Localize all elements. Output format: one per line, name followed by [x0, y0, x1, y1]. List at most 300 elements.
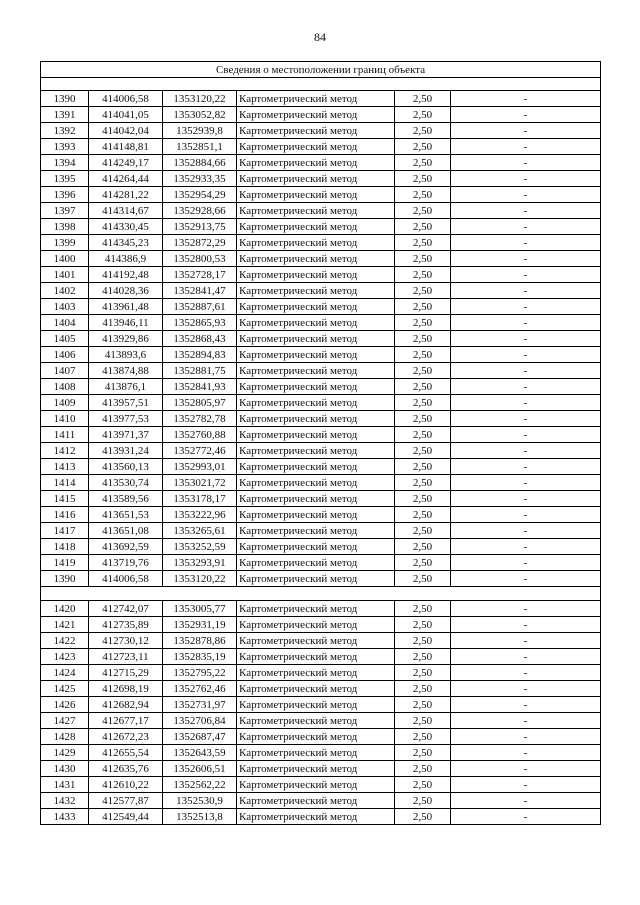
- accuracy: 2,50: [395, 713, 451, 729]
- point-description: -: [451, 649, 601, 665]
- coordinate-y: 1352513,8: [163, 809, 237, 825]
- point-description: -: [451, 713, 601, 729]
- point-description: -: [451, 315, 601, 331]
- point-number: 1390: [41, 91, 89, 107]
- table-row: [41, 809, 601, 825]
- table-row: [41, 235, 601, 251]
- point-description: -: [451, 123, 601, 139]
- method: Картометрический метод: [237, 347, 395, 363]
- method: Картометрический метод: [237, 235, 395, 251]
- method: Картометрический метод: [237, 539, 395, 555]
- table-row: [41, 777, 601, 793]
- spacer-row: [41, 78, 601, 91]
- coordinate-x: 412682,94: [89, 697, 163, 713]
- point-description: -: [451, 555, 601, 571]
- point-description: -: [451, 427, 601, 443]
- point-number: 1400: [41, 251, 89, 267]
- point-description: -: [451, 777, 601, 793]
- coordinate-x: 414249,17: [89, 155, 163, 171]
- table-row: [41, 523, 601, 539]
- accuracy: 2,50: [395, 745, 451, 761]
- method: Картометрический метод: [237, 697, 395, 713]
- coordinate-x: 412672,23: [89, 729, 163, 745]
- point-number: 1390: [41, 571, 89, 587]
- table-row: [41, 315, 601, 331]
- method: Картометрический метод: [237, 315, 395, 331]
- point-number: 1393: [41, 139, 89, 155]
- table-row: [41, 665, 601, 681]
- coordinate-y: 1352868,43: [163, 331, 237, 347]
- table-row: [41, 539, 601, 555]
- point-description: -: [451, 267, 601, 283]
- table-row: [41, 427, 601, 443]
- point-description: -: [451, 539, 601, 555]
- accuracy: 2,50: [395, 315, 451, 331]
- table-row: [41, 745, 601, 761]
- coordinate-x: 412742,07: [89, 601, 163, 617]
- method: Картометрический метод: [237, 187, 395, 203]
- coordinate-y: 1352562,22: [163, 777, 237, 793]
- coordinate-y: 1352872,29: [163, 235, 237, 251]
- accuracy: 2,50: [395, 539, 451, 555]
- accuracy: 2,50: [395, 617, 451, 633]
- point-number: 1424: [41, 665, 89, 681]
- point-number: 1405: [41, 331, 89, 347]
- point-description: -: [451, 793, 601, 809]
- table-row: [41, 793, 601, 809]
- point-description: -: [451, 665, 601, 681]
- table-row: [41, 155, 601, 171]
- accuracy: 2,50: [395, 571, 451, 587]
- coordinate-x: 413961,48: [89, 299, 163, 315]
- accuracy: 2,50: [395, 139, 451, 155]
- table-row: [41, 681, 601, 697]
- point-number: 1397: [41, 203, 89, 219]
- table-row: [41, 697, 601, 713]
- accuracy: 2,50: [395, 475, 451, 491]
- table-row: [41, 267, 601, 283]
- coordinate-y: 1352884,66: [163, 155, 237, 171]
- accuracy: 2,50: [395, 379, 451, 395]
- coordinate-y: 1352894,83: [163, 347, 237, 363]
- coordinate-y: 1352865,93: [163, 315, 237, 331]
- accuracy: 2,50: [395, 633, 451, 649]
- accuracy: 2,50: [395, 443, 451, 459]
- coordinate-y: 1352706,84: [163, 713, 237, 729]
- method: Картометрический метод: [237, 507, 395, 523]
- point-number: 1408: [41, 379, 89, 395]
- method: Картометрический метод: [237, 91, 395, 107]
- table-row: [41, 139, 601, 155]
- accuracy: 2,50: [395, 283, 451, 299]
- point-number: 1432: [41, 793, 89, 809]
- accuracy: 2,50: [395, 777, 451, 793]
- coordinate-y: 1352805,97: [163, 395, 237, 411]
- coordinate-x: 413931,24: [89, 443, 163, 459]
- point-description: -: [451, 617, 601, 633]
- coordinate-y: 1352760,88: [163, 427, 237, 443]
- table-row: [41, 649, 601, 665]
- accuracy: 2,50: [395, 171, 451, 187]
- coordinate-y: 1352933,35: [163, 171, 237, 187]
- point-number: 1404: [41, 315, 89, 331]
- method: Картометрический метод: [237, 665, 395, 681]
- point-number: 1394: [41, 155, 89, 171]
- coordinate-x: 414041,05: [89, 107, 163, 123]
- coordinate-y: 1352931,19: [163, 617, 237, 633]
- point-description: -: [451, 809, 601, 825]
- coordinate-y: 1352851,1: [163, 139, 237, 155]
- table-row: [41, 107, 601, 123]
- point-description: -: [451, 91, 601, 107]
- table-row: [41, 123, 601, 139]
- table-title: Сведения о местоположении границ объекта: [41, 62, 601, 78]
- method: Картометрический метод: [237, 379, 395, 395]
- point-description: -: [451, 299, 601, 315]
- accuracy: 2,50: [395, 459, 451, 475]
- coordinate-y: 1352913,75: [163, 219, 237, 235]
- method: Картометрический метод: [237, 809, 395, 825]
- coordinate-x: 414006,58: [89, 571, 163, 587]
- coordinate-x: 412715,29: [89, 665, 163, 681]
- accuracy: 2,50: [395, 793, 451, 809]
- coordinate-y: 1352841,93: [163, 379, 237, 395]
- method: Картометрический метод: [237, 219, 395, 235]
- coordinate-y: 1352687,47: [163, 729, 237, 745]
- method: Картометрический метод: [237, 745, 395, 761]
- point-description: -: [451, 203, 601, 219]
- point-description: -: [451, 571, 601, 587]
- method: Картометрический метод: [237, 171, 395, 187]
- point-description: -: [451, 187, 601, 203]
- coordinate-y: 1352782,78: [163, 411, 237, 427]
- point-number: 1430: [41, 761, 89, 777]
- point-number: 1433: [41, 809, 89, 825]
- point-number: 1403: [41, 299, 89, 315]
- point-description: -: [451, 507, 601, 523]
- point-number: 1418: [41, 539, 89, 555]
- method: Картометрический метод: [237, 617, 395, 633]
- coordinate-x: 413977,53: [89, 411, 163, 427]
- table-row: [41, 761, 601, 777]
- coordinate-x: 413589,56: [89, 491, 163, 507]
- coordinate-x: 412549,44: [89, 809, 163, 825]
- coordinate-y: 1352928,66: [163, 203, 237, 219]
- accuracy: 2,50: [395, 649, 451, 665]
- accuracy: 2,50: [395, 203, 451, 219]
- method: Картометрический метод: [237, 331, 395, 347]
- table-row: [41, 411, 601, 427]
- table-row: [41, 443, 601, 459]
- point-number: 1417: [41, 523, 89, 539]
- accuracy: 2,50: [395, 555, 451, 571]
- coordinate-y: 1352643,59: [163, 745, 237, 761]
- coordinate-x: 412723,11: [89, 649, 163, 665]
- point-description: -: [451, 235, 601, 251]
- point-number: 1413: [41, 459, 89, 475]
- coordinate-x: 414314,67: [89, 203, 163, 219]
- table-row: [41, 91, 601, 107]
- table-row: [41, 395, 601, 411]
- point-number: 1402: [41, 283, 89, 299]
- method: Картометрический метод: [237, 571, 395, 587]
- coordinate-x: 412677,17: [89, 713, 163, 729]
- point-description: -: [451, 363, 601, 379]
- point-number: 1398: [41, 219, 89, 235]
- accuracy: 2,50: [395, 91, 451, 107]
- coordinate-x: 414330,45: [89, 219, 163, 235]
- method: Картометрический метод: [237, 299, 395, 315]
- coordinate-x: 413929,86: [89, 331, 163, 347]
- coordinate-x: 412698,19: [89, 681, 163, 697]
- accuracy: 2,50: [395, 107, 451, 123]
- point-description: -: [451, 697, 601, 713]
- point-number: 1421: [41, 617, 89, 633]
- coordinate-y: 1352606,51: [163, 761, 237, 777]
- method: Картометрический метод: [237, 283, 395, 299]
- point-number: 1409: [41, 395, 89, 411]
- coordinate-x: 413971,37: [89, 427, 163, 443]
- method: Картометрический метод: [237, 139, 395, 155]
- point-number: 1399: [41, 235, 89, 251]
- method: Картометрический метод: [237, 713, 395, 729]
- point-description: -: [451, 745, 601, 761]
- coordinate-y: 1352881,75: [163, 363, 237, 379]
- coordinate-y: 1352887,61: [163, 299, 237, 315]
- accuracy: 2,50: [395, 331, 451, 347]
- method: Картометрический метод: [237, 475, 395, 491]
- coordinate-x: 414042,04: [89, 123, 163, 139]
- coordinate-y: 1352762,46: [163, 681, 237, 697]
- table-row: [41, 171, 601, 187]
- accuracy: 2,50: [395, 491, 451, 507]
- point-description: -: [451, 601, 601, 617]
- accuracy: 2,50: [395, 729, 451, 745]
- table-row: [41, 347, 601, 363]
- coordinate-x: 413874,88: [89, 363, 163, 379]
- coordinate-y: 1352993,01: [163, 459, 237, 475]
- accuracy: 2,50: [395, 251, 451, 267]
- coordinate-y: 1353252,59: [163, 539, 237, 555]
- method: Картометрический метод: [237, 729, 395, 745]
- coordinate-y: 1352800,53: [163, 251, 237, 267]
- point-number: 1425: [41, 681, 89, 697]
- method: Картометрический метод: [237, 251, 395, 267]
- point-description: -: [451, 331, 601, 347]
- method: Картометрический метод: [237, 123, 395, 139]
- point-number: 1412: [41, 443, 89, 459]
- coordinate-y: 1352835,19: [163, 649, 237, 665]
- coordinate-y: 1352530,9: [163, 793, 237, 809]
- method: Картометрический метод: [237, 633, 395, 649]
- table-row: [41, 475, 601, 491]
- point-number: 1419: [41, 555, 89, 571]
- coordinate-x: 413893,6: [89, 347, 163, 363]
- coordinate-x: 413876,1: [89, 379, 163, 395]
- point-number: 1416: [41, 507, 89, 523]
- point-number: 1391: [41, 107, 89, 123]
- table-row: [41, 283, 601, 299]
- table-row: [41, 729, 601, 745]
- table-row: [41, 491, 601, 507]
- coordinate-y: 1353222,96: [163, 507, 237, 523]
- coordinate-y: 1352939,8: [163, 123, 237, 139]
- point-number: 1420: [41, 601, 89, 617]
- coordinate-y: 1352795,22: [163, 665, 237, 681]
- coordinate-x: 414192,48: [89, 267, 163, 283]
- point-number: 1422: [41, 633, 89, 649]
- point-description: -: [451, 761, 601, 777]
- point-description: -: [451, 475, 601, 491]
- coordinate-y: 1352731,97: [163, 697, 237, 713]
- point-number: 1431: [41, 777, 89, 793]
- coordinate-y: 1353265,61: [163, 523, 237, 539]
- point-description: -: [451, 219, 601, 235]
- coordinate-y: 1353052,82: [163, 107, 237, 123]
- coordinate-x: 412735,89: [89, 617, 163, 633]
- point-description: -: [451, 411, 601, 427]
- point-description: -: [451, 379, 601, 395]
- point-description: -: [451, 283, 601, 299]
- point-number: 1426: [41, 697, 89, 713]
- method: Картометрический метод: [237, 427, 395, 443]
- method: Картометрический метод: [237, 649, 395, 665]
- method: Картометрический метод: [237, 395, 395, 411]
- table-row: [41, 601, 601, 617]
- point-description: -: [451, 107, 601, 123]
- point-number: 1429: [41, 745, 89, 761]
- accuracy: 2,50: [395, 299, 451, 315]
- method: Картометрический метод: [237, 363, 395, 379]
- point-number: 1411: [41, 427, 89, 443]
- method: Картометрический метод: [237, 681, 395, 697]
- accuracy: 2,50: [395, 267, 451, 283]
- accuracy: 2,50: [395, 697, 451, 713]
- coordinate-x: 414345,23: [89, 235, 163, 251]
- method: Картометрический метод: [237, 761, 395, 777]
- point-description: -: [451, 155, 601, 171]
- table-row: [41, 299, 601, 315]
- point-description: -: [451, 633, 601, 649]
- accuracy: 2,50: [395, 601, 451, 617]
- accuracy: 2,50: [395, 523, 451, 539]
- method: Картометрический метод: [237, 411, 395, 427]
- coordinate-x: 413530,74: [89, 475, 163, 491]
- coordinate-x: 412610,22: [89, 777, 163, 793]
- accuracy: 2,50: [395, 235, 451, 251]
- coordinate-y: 1352772,46: [163, 443, 237, 459]
- point-number: 1406: [41, 347, 89, 363]
- table-row: [41, 363, 601, 379]
- table-row: [41, 507, 601, 523]
- point-description: -: [451, 491, 601, 507]
- coordinate-x: 412655,54: [89, 745, 163, 761]
- accuracy: 2,50: [395, 427, 451, 443]
- accuracy: 2,50: [395, 363, 451, 379]
- method: Картометрический метод: [237, 793, 395, 809]
- coordinate-x: 413719,76: [89, 555, 163, 571]
- coordinate-y: 1353178,17: [163, 491, 237, 507]
- page-number: 84: [314, 30, 326, 44]
- point-number: 1415: [41, 491, 89, 507]
- method: Картометрический метод: [237, 555, 395, 571]
- point-description: -: [451, 523, 601, 539]
- accuracy: 2,50: [395, 155, 451, 171]
- boundary-coordinates-table: [40, 61, 601, 825]
- method: Картометрический метод: [237, 601, 395, 617]
- method: Картометрический метод: [237, 491, 395, 507]
- method: Картометрический метод: [237, 155, 395, 171]
- coordinate-y: 1353021,72: [163, 475, 237, 491]
- table-row: [41, 379, 601, 395]
- point-description: -: [451, 395, 601, 411]
- point-number: 1414: [41, 475, 89, 491]
- point-description: -: [451, 729, 601, 745]
- accuracy: 2,50: [395, 123, 451, 139]
- coordinate-x: 413692,59: [89, 539, 163, 555]
- coordinate-x: 413560,13: [89, 459, 163, 475]
- table-row: [41, 331, 601, 347]
- point-number: 1396: [41, 187, 89, 203]
- point-description: -: [451, 139, 601, 155]
- coordinate-x: 414281,22: [89, 187, 163, 203]
- point-number: 1423: [41, 649, 89, 665]
- point-description: -: [451, 171, 601, 187]
- table-row: [41, 713, 601, 729]
- accuracy: 2,50: [395, 395, 451, 411]
- accuracy: 2,50: [395, 219, 451, 235]
- coordinate-x: 414006,58: [89, 91, 163, 107]
- coordinate-y: 1353293,91: [163, 555, 237, 571]
- coordinate-x: 414148,81: [89, 139, 163, 155]
- coordinate-x: 413651,53: [89, 507, 163, 523]
- point-description: -: [451, 443, 601, 459]
- coordinate-x: 413651,08: [89, 523, 163, 539]
- group-separator-row: [41, 587, 601, 601]
- coordinate-y: 1352954,29: [163, 187, 237, 203]
- coordinate-y: 1352841,47: [163, 283, 237, 299]
- table-row: [41, 251, 601, 267]
- point-description: -: [451, 347, 601, 363]
- accuracy: 2,50: [395, 347, 451, 363]
- point-number: 1428: [41, 729, 89, 745]
- table-row: [41, 617, 601, 633]
- accuracy: 2,50: [395, 187, 451, 203]
- coordinate-x: 414386,9: [89, 251, 163, 267]
- coordinate-y: 1353120,22: [163, 571, 237, 587]
- table-row: [41, 555, 601, 571]
- point-number: 1407: [41, 363, 89, 379]
- coordinate-x: 412635,76: [89, 761, 163, 777]
- point-number: 1410: [41, 411, 89, 427]
- method: Картометрический метод: [237, 107, 395, 123]
- accuracy: 2,50: [395, 411, 451, 427]
- table-row: [41, 203, 601, 219]
- point-description: -: [451, 681, 601, 697]
- coordinate-x: 412730,12: [89, 633, 163, 649]
- method: Картометрический метод: [237, 443, 395, 459]
- method: Картометрический метод: [237, 523, 395, 539]
- point-number: 1392: [41, 123, 89, 139]
- accuracy: 2,50: [395, 507, 451, 523]
- accuracy: 2,50: [395, 665, 451, 681]
- coordinate-y: 1352878,86: [163, 633, 237, 649]
- coordinate-x: 412577,87: [89, 793, 163, 809]
- table-row: [41, 187, 601, 203]
- point-number: 1401: [41, 267, 89, 283]
- table-row: [41, 219, 601, 235]
- coordinate-y: 1353120,22: [163, 91, 237, 107]
